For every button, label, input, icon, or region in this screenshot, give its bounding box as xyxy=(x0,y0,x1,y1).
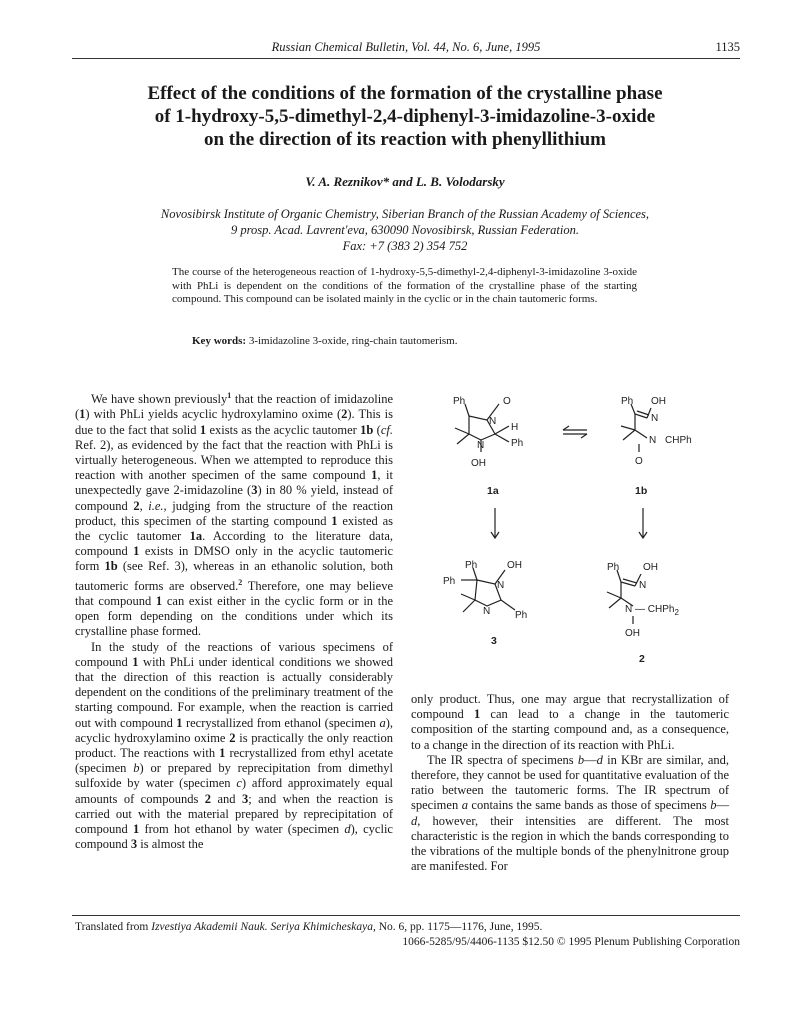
text-run: is practically the only reaction product. The reactions with xyxy=(75,730,393,760)
label-oh: OH xyxy=(643,562,658,573)
title-line: on the direction of its reaction with phenyllithium xyxy=(203,129,606,150)
article-title xyxy=(80,82,730,151)
compound-number: 1 xyxy=(219,745,226,760)
footnote-rule xyxy=(72,915,740,916)
text-run: in KBr are similar, and, therefore, they cannot be used for quantitative evaluation of the ratio between the tautomeric forms. The IR spectrum of specimen xyxy=(411,752,729,813)
compound-number: 3 xyxy=(251,483,258,498)
abstract: The course of the heterogeneous reaction of 1-hydroxy-5,5-dimethyl-2,4-diphenyl-3-imidazoline 3-oxide with PhLi is dependent on the conditions of the formation of the crystalline phase of the starting compound. This compound can be isolated mainly in the cyclic or in the chain tautomeric forms. xyxy=(172,266,637,305)
italic-text: cf. xyxy=(380,422,394,437)
text-run: ). This is due to the fact that solid xyxy=(75,407,394,437)
text-run: from hot ethanol by water (specimen xyxy=(139,822,345,836)
compound-label-3: 3 xyxy=(491,635,497,647)
keywords-label: Key words: xyxy=(192,335,247,347)
label-o: O xyxy=(635,456,643,467)
label-oh: OH xyxy=(471,458,486,469)
scheme-drawing xyxy=(425,390,735,680)
affiliation-line: Fax: +7 (383 2) 354 752 xyxy=(342,239,468,253)
label-ph: Ph xyxy=(515,610,528,621)
text-run: exists in DMSO only in the acyclic tautomeric form xyxy=(75,544,393,574)
label-ph: Ph xyxy=(465,560,478,571)
italic-text: a xyxy=(461,798,468,813)
reaction-scheme xyxy=(425,390,735,680)
label-n: N xyxy=(625,604,633,615)
text-run: — xyxy=(584,752,597,767)
body-paragraph xyxy=(75,640,393,853)
text-run: ) in 80 % yield, instead of compound xyxy=(75,483,393,513)
compound-number: 2 xyxy=(229,730,236,745)
label-n: N xyxy=(477,440,485,451)
text-run: contains the same bands as those of specimens xyxy=(467,798,711,813)
text-run: is almost the xyxy=(137,837,204,852)
compound-number: 1 xyxy=(473,707,481,722)
text-run: In the study of the reactions of various specimens of compound xyxy=(75,639,393,669)
keywords-text: 3-imidazoline 3-oxide, ring-chain tautomerism. xyxy=(248,335,458,347)
header-rule xyxy=(72,58,740,59)
compound-number: 3 xyxy=(130,837,138,852)
compound-number: 2 xyxy=(133,498,140,513)
text-run: , it unexpectedly gave 2-imidazoline ( xyxy=(75,468,393,498)
compound-number: 1b xyxy=(360,422,374,437)
label-ph: Ph xyxy=(621,396,634,407)
journal-citation: Russian Chemical Bulletin, Vol. 44, No. 6, June, 1995 xyxy=(271,40,541,54)
compound-number: 1 xyxy=(331,513,338,528)
running-head xyxy=(72,40,740,56)
label-oh: OH xyxy=(625,628,640,639)
text-run: and xyxy=(211,791,242,806)
compound-number: 1 xyxy=(155,593,163,608)
body-paragraph xyxy=(411,692,729,753)
label-n: N xyxy=(649,435,657,446)
text-run: Therefore, one may believe that compound xyxy=(75,578,393,608)
compound-number: 1 xyxy=(199,422,207,437)
title-line: Effect of the conditions of the formation of the crystalline phase xyxy=(147,83,663,104)
text-run: . According to the literature data, compound xyxy=(75,528,393,559)
text-run: ) with PhLi yields acyclic hydroxylamino oxime ( xyxy=(85,407,342,422)
label-n: N xyxy=(489,416,497,427)
footnote xyxy=(75,920,740,950)
compound-number: 1 xyxy=(371,468,378,483)
label-oh: OH xyxy=(507,560,522,571)
label-chph2: — CHPh$_2$ xyxy=(635,604,679,617)
italic-text: d xyxy=(411,813,418,828)
text-run: ( xyxy=(373,422,381,437)
label-n: N xyxy=(497,580,505,591)
page-number: 1135 xyxy=(715,40,740,54)
italic-text: a xyxy=(379,715,386,730)
label-chph: CHPh xyxy=(665,435,692,446)
italic-text: d xyxy=(596,752,603,767)
label-ph: Ph xyxy=(511,438,524,449)
body-paragraph xyxy=(411,753,729,875)
italic-text: c xyxy=(236,776,242,791)
keywords xyxy=(192,335,642,347)
text-run: — xyxy=(716,798,729,813)
text-run: (see Ref. 3), whereas in an ethanolic solution, both tautomeric forms are observed. xyxy=(75,559,393,593)
authors: V. A. Reznikov* and L. B. Volodarsky xyxy=(305,174,505,189)
text-run: We have shown previously xyxy=(91,392,228,407)
translation-note xyxy=(75,920,740,935)
text-run: recrystallized from ethanol (specimen xyxy=(182,715,380,730)
compound-number: 1 xyxy=(132,654,139,669)
label-o: O xyxy=(503,396,511,407)
label-n: N xyxy=(651,413,659,424)
italic-text: b xyxy=(577,752,585,767)
text-run: ), acyclic hydroxylamino oxime xyxy=(75,715,393,745)
text-run: can exist either in the cyclic form or in the open form depending on the conditions under which its crystalline phase formed. xyxy=(75,593,394,639)
italic-text: b xyxy=(710,798,717,813)
text-run: only product. Thus, one may argue that recrystallization of compound xyxy=(411,692,729,722)
text-run: existed as the cyclic tautomer xyxy=(75,513,393,543)
reference-marker: 2 xyxy=(238,577,243,587)
compound-label-1b: 1b xyxy=(635,485,648,497)
body-paragraph xyxy=(75,388,393,640)
title-line: of 1-hydroxy-5,5-dimethyl-2,4-diphenyl-3-imidazoline-3-oxide xyxy=(154,106,656,127)
compound-number: 1 xyxy=(79,407,86,422)
label-ph: Ph xyxy=(453,396,466,407)
translation-prefix: Translated from xyxy=(75,921,152,933)
compound-number: 1a xyxy=(189,528,203,543)
text-run: , judging from the structure of the reaction product, this specimen of the starting compound xyxy=(75,498,393,528)
label-n: N xyxy=(483,606,491,617)
text-run: ) or prepared by reprecipitation from dimethyl sulfoxide by water (specimen xyxy=(75,761,393,791)
reference-marker: 1 xyxy=(227,391,232,400)
text-run: with PhLi under identical conditions we showed that the direction of this reaction is actually considerably dependent on the conditions of the preliminary treatment of the starting compound. For example, when the reaction is carried out with compound xyxy=(75,654,393,730)
body-left-column xyxy=(75,388,393,852)
text-run: , xyxy=(139,498,149,513)
label-ph: Ph xyxy=(607,562,620,573)
copyright-line: 1066-5285/95/4406-1135 $12.50 © 1995 Plenum Publishing Corporation xyxy=(402,936,740,948)
translation-suffix: No. 6, pp. 1175—1176, June, 1995. xyxy=(375,921,543,933)
text-run: ) afford approximately equal amounts of compounds xyxy=(75,776,393,806)
italic-text: d xyxy=(344,822,351,836)
compound-number: 1 xyxy=(133,544,140,559)
text-run: recrystallized from ethyl acetate (specimen xyxy=(75,745,393,776)
compound-number: 1 xyxy=(176,715,183,730)
text-run: The IR spectra of specimens xyxy=(427,752,578,767)
compound-number: 3 xyxy=(242,791,249,806)
text-run: ; and when the reaction is carried out with the material prepared by reprecipitation of compound xyxy=(75,791,393,836)
text-run: that the reaction of imidazoline ( xyxy=(75,392,393,422)
affiliation xyxy=(100,206,710,254)
compound-number: 1b xyxy=(104,559,118,574)
italic-text: i.e. xyxy=(148,498,164,513)
compound-number: 1 xyxy=(132,822,140,836)
label-oh: OH xyxy=(651,396,666,407)
text-run: can lead to a change in the tautomeric composition of the starting compound and, as a consequence, to a change in the direction of its reaction with PhLi. xyxy=(411,707,729,752)
compound-label-1a: 1a xyxy=(487,485,499,497)
text-run: , however, their intensities are different. The most characteristic is the region in which the bands corresponding to the vibrations of the multiple bonds of the phenylnitrone group are manifested. For xyxy=(411,813,729,874)
affiliation-line: Novosibirsk Institute of Organic Chemistry, Siberian Branch of the Russian Academy of Sciences, xyxy=(160,207,650,221)
text-run: Ref. 2), as evidenced by the fact that the reaction with PhLi is virtually heterogeneous. When we attempted to reproduce this reaction with another specimen of the same compound xyxy=(75,437,393,483)
affiliation-line: 9 prosp. Acad. Lavrent'eva, 630090 Novosibirsk, Russian Federation. xyxy=(230,223,580,237)
source-journal: Izvestiya Akademii Nauk. Seriya Khimicheskaya, xyxy=(151,921,376,933)
label-h: H xyxy=(511,422,519,433)
body-right-column xyxy=(411,692,729,874)
text-run: exists as the acyclic tautomer xyxy=(206,422,361,437)
compound-number: 2 xyxy=(341,407,348,422)
compound-number: 2 xyxy=(204,791,212,806)
compound-label-2: 2 xyxy=(639,653,645,665)
label-n: N xyxy=(639,580,647,591)
label-ph: Ph xyxy=(443,576,456,587)
text-run: ), cyclic compound xyxy=(75,822,393,852)
italic-text: b xyxy=(133,761,140,776)
